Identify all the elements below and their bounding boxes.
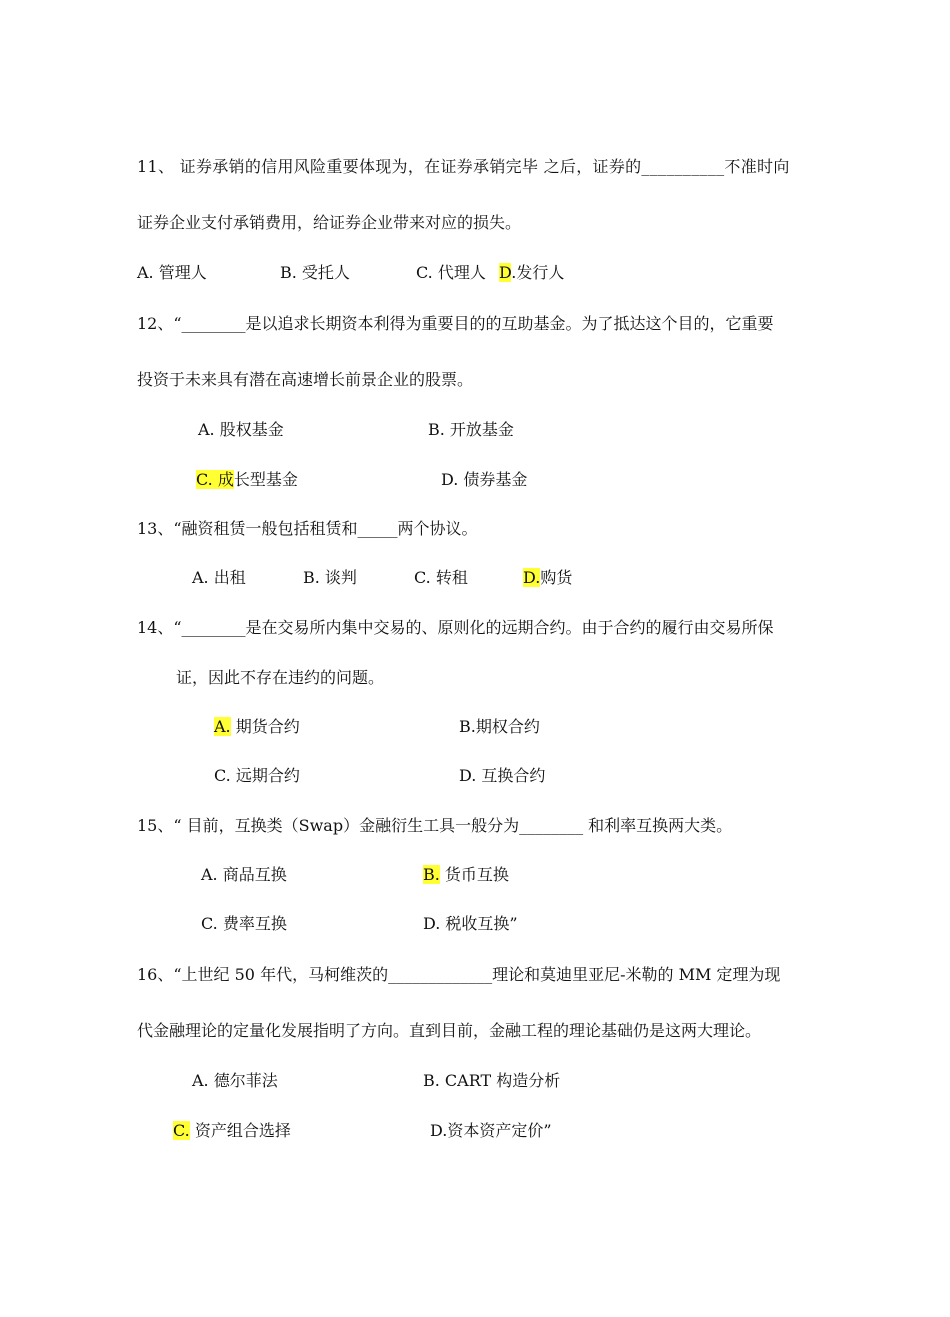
q12-line-2: 投资于未来具有潜在高速增长前景企业的股票。 xyxy=(137,370,474,389)
q12-option-b: B. 开放基金 xyxy=(428,420,514,439)
q13-option-b: B. 谈判 xyxy=(303,568,357,587)
answer-highlight: D xyxy=(499,263,512,282)
answer-highlight: C. 成 xyxy=(196,470,234,489)
q14-option-a xyxy=(214,716,300,738)
q11-line-1: 11、 证券承销的信用风险重要体现为，在证券承销完毕 之后，证券的__________不准时向 xyxy=(137,157,790,176)
q11-option-b: B. 受托人 xyxy=(280,263,350,282)
q13-option-d-text: 购货 xyxy=(540,568,573,587)
q16-line-2: 代金融理论的定量化发展指明了方向。直到目前，金融工程的理论基础仍是这两大理论。 xyxy=(137,1021,762,1040)
q13-line-1: 13、“融资租赁一般包括租赁和_____两个协议。 xyxy=(137,519,478,538)
q11-option-d xyxy=(499,262,564,284)
q12-line-1: 12、“________是以追求长期资本利得为重要目的的互助基金。为了抵达这个目的，它重要 xyxy=(137,314,774,333)
q16-option-d: D.资本资产定价” xyxy=(430,1121,552,1140)
q15-line-1: 15、“ 目前，互换类（Swap）金融衍生工具一般分为________ 和利率互换两大类。 xyxy=(137,816,733,835)
q11-line-2: 证券企业支付承销费用，给证券企业带来对应的损失。 xyxy=(137,213,522,232)
q14-option-d: D. 互换合约 xyxy=(459,766,546,785)
q12-option-a: A. 股权基金 xyxy=(198,420,284,439)
q13-option-a: A. 出租 xyxy=(192,568,246,587)
q15-option-d: D. 税收互换” xyxy=(423,914,518,933)
q15-option-b xyxy=(423,864,509,886)
answer-highlight: A. xyxy=(214,717,231,736)
q16-line-1: 16、“上世纪 50 年代，马柯维茨的_____________理论和莫迪里亚尼-米勒的 MM 定理为现 xyxy=(137,965,781,984)
answer-highlight: C. xyxy=(173,1121,190,1140)
q16-option-c xyxy=(173,1120,291,1142)
q12-option-d: D. 债券基金 xyxy=(441,470,528,489)
q12-option-c xyxy=(196,469,298,491)
q14-line-1: 14、“________是在交易所内集中交易的、原则化的远期合约。由于合约的履行由交易所保 xyxy=(137,618,774,637)
answer-highlight: B. xyxy=(423,865,440,884)
q12-option-c-text: 长型基金 xyxy=(233,470,298,489)
q11-option-a: A. 管理人 xyxy=(137,263,207,282)
q15-option-a: A. 商品互换 xyxy=(201,865,287,884)
q14-option-c: C. 远期合约 xyxy=(214,766,300,785)
q14-option-b: B.期权合约 xyxy=(459,717,540,736)
q16-option-c-text: 资产组合选择 xyxy=(189,1121,291,1140)
q13-option-c: C. 转租 xyxy=(414,568,468,587)
q14-line-2: 证，因此不存在违约的问题。 xyxy=(176,668,385,687)
q16-option-b: B. CART 构造分析 xyxy=(423,1071,561,1090)
q11-option-c: C. 代理人 xyxy=(416,263,486,282)
q15-option-b-text: 货币互换 xyxy=(439,865,509,884)
answer-highlight: D. xyxy=(523,568,541,587)
q15-option-c: C. 费率互换 xyxy=(201,914,287,933)
q13-option-d xyxy=(523,567,572,589)
q11-option-d-text: .发行人 xyxy=(511,263,565,282)
q16-option-a: A. 德尔菲法 xyxy=(192,1071,278,1090)
q14-option-a-text: 期货合约 xyxy=(230,717,300,736)
